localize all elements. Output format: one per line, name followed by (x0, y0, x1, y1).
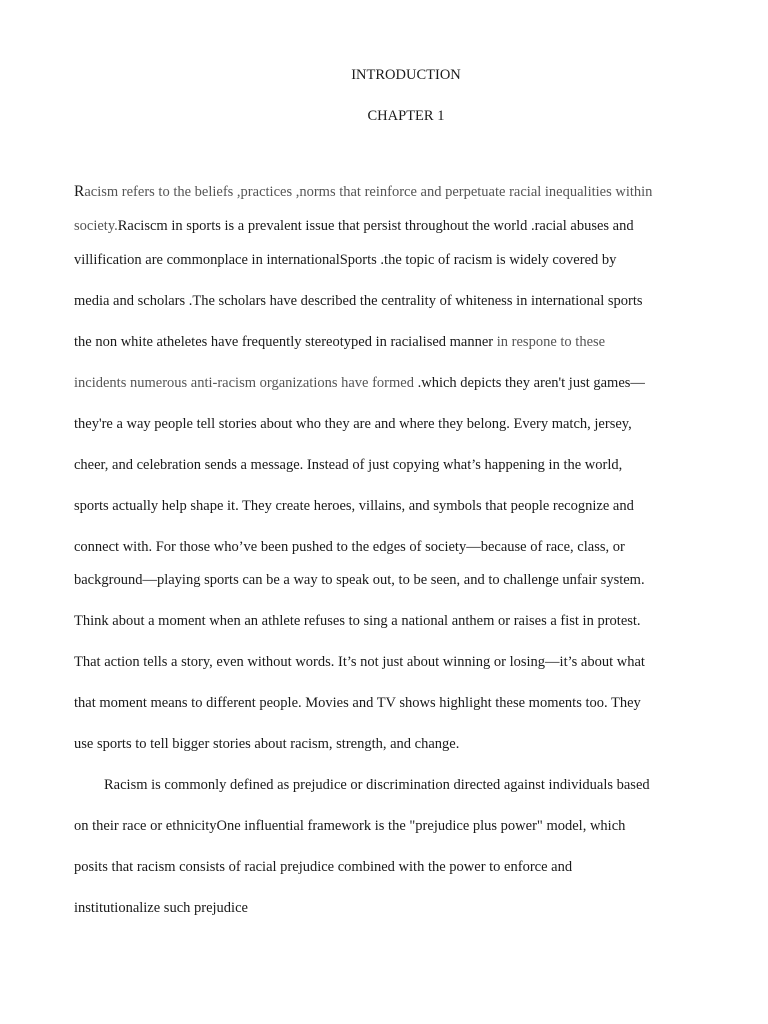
body-line-13 (74, 652, 645, 672)
line-text: society. (74, 218, 118, 234)
line-text: sports actually help shape it. They create heroes, villains, and symbols that people recognize and (74, 498, 634, 514)
body-line-1 (74, 182, 652, 202)
chapter-heading: CHAPTER 1 (367, 108, 445, 124)
body-line-15 (74, 734, 459, 754)
document-title: INTRODUCTION (351, 67, 461, 83)
line-text: background—playing sports can be a way to speak out, to be seen, and to challenge unfair system. (74, 572, 645, 588)
body-line-12 (74, 611, 641, 631)
line-text: cheer, and celebration sends a message. Instead of just copying what’s happening in the world, (74, 457, 623, 473)
line-text: connect with. For those who’ve been pushed to the edges of society—because of race, class, or (74, 539, 625, 555)
body-line-10 (74, 537, 625, 557)
line-text: the non white atheletes have frequently stereotyped in racialised manner (74, 334, 497, 350)
line-text: on their race or ethnicityOne influential framework is the "prejudice plus power" model, which (74, 818, 626, 834)
body-line-7 (74, 414, 632, 434)
body-line-5 (74, 332, 605, 352)
line-text: use sports to tell bigger stories about racism, strength, and change. (74, 736, 460, 752)
line-text: they're a way people tell stories about who they are and where they belong. Every match, jersey, (74, 416, 632, 432)
body-line-2 (74, 216, 634, 236)
line-text: Think about a moment when an athlete refuses to sing a national anthem or raises a fist in protest. (74, 613, 641, 629)
drop-letter: R (74, 183, 85, 200)
line-text: media and scholars .The scholars have described the centrality of whiteness in international sports (74, 293, 643, 309)
line-text: institutionalize such prejudice (74, 900, 248, 916)
line-text: That action tells a story, even without words. It’s not just about winning or losing—it’s about what (74, 654, 645, 670)
body-line-18 (74, 857, 572, 877)
line-text: in respone to these (496, 334, 606, 350)
body-line-6 (74, 373, 645, 393)
body-line-9 (74, 496, 634, 516)
line-text: Raciscm in sports is a prevalent issue that persist throughout the world .racial abuses and (117, 218, 634, 234)
body-line-8 (74, 455, 622, 475)
line-text: acism refers to the beliefs ,practices ,norms that reinforce and perpetuate racial inequalities within (84, 184, 653, 200)
body-line-11 (74, 570, 645, 590)
body-line-4 (74, 291, 643, 311)
body-line-16 (104, 775, 650, 795)
line-text: .which depicts they aren't just games— (417, 375, 645, 391)
body-line-17 (74, 816, 625, 836)
body-line-3 (74, 250, 616, 270)
body-line-19 (74, 898, 248, 918)
line-text: villification are commonplace in internationalSports .the topic of racism is widely covered by (74, 252, 617, 268)
line-text: posits that racism consists of racial prejudice combined with the power to enforce and (74, 859, 573, 875)
line-text: Racism is commonly defined as prejudice or discrimination directed against individuals based (104, 777, 650, 793)
line-text: that moment means to different people. Movies and TV shows highlight these moments too. They (74, 695, 641, 711)
line-text: incidents numerous anti-racism organizations have formed (74, 375, 418, 391)
body-line-14 (74, 693, 641, 713)
